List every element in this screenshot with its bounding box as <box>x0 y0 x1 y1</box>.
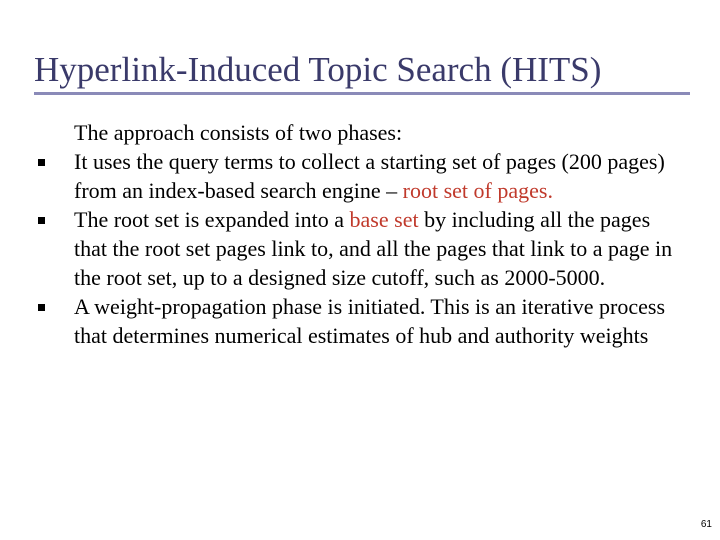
slide-body <box>34 118 674 350</box>
bullet-text-after: by including all the pages that the root set pages link to, and all the pages that link to a page in the root set, up to a designed size cutoff, such as 2000-5000. <box>74 207 673 290</box>
slide-title: Hyperlink-Induced Topic Search (HITS) <box>34 50 602 89</box>
bullet-item-2 <box>34 205 674 292</box>
bullet-item-3 <box>34 292 674 350</box>
highlight-text: root set of pages. <box>402 178 553 203</box>
square-bullet-icon <box>38 217 45 224</box>
title-underline <box>34 92 690 95</box>
intro-text: The approach consists of two phases: <box>74 120 403 145</box>
highlight-text: base set <box>349 207 419 232</box>
bullet-text: It uses the query terms to collect a starting set of pages (200 pages) from an index-based search engine – <box>74 149 665 203</box>
bullet-text: The root set is expanded into a <box>74 207 350 232</box>
bullet-text: A weight-propagation phase is initiated. This is an iterative process that determines numerical estimates of hub and authority weights <box>74 294 666 348</box>
square-bullet-icon <box>38 159 45 166</box>
bullet-item-1 <box>34 147 674 205</box>
page-number: 61 <box>700 519 712 530</box>
square-bullet-icon <box>38 304 45 311</box>
